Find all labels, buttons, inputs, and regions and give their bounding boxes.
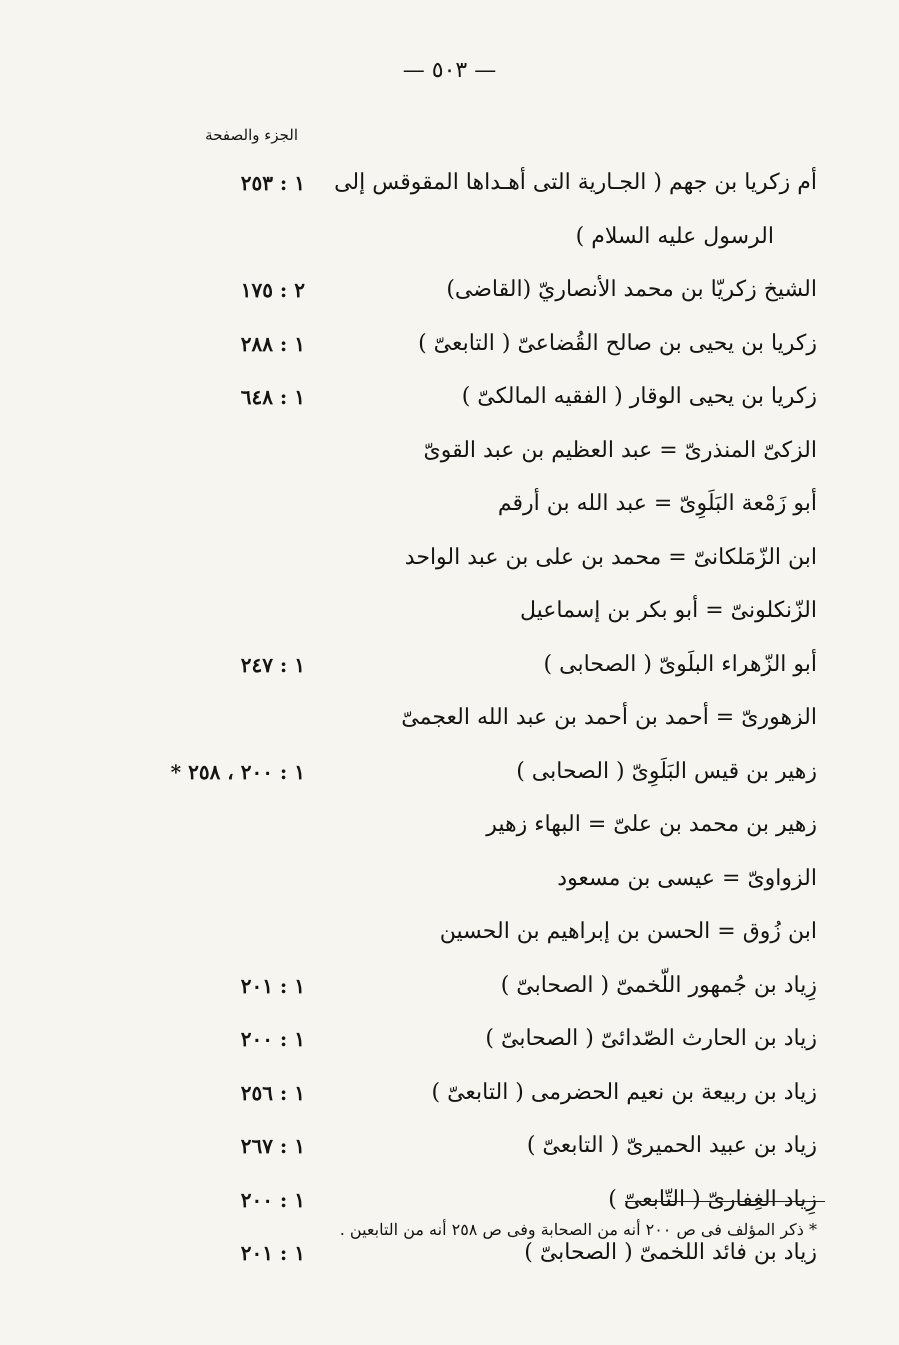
index-entry — [0, 431, 899, 485]
index-entry — [0, 270, 899, 324]
index-entry — [0, 484, 899, 538]
index-entry — [0, 324, 899, 378]
entry-name: الرسول عليه السلام ) — [575, 223, 774, 249]
entry-name: الزواوىّ = عيسى بن مسعود — [557, 865, 817, 891]
index-entry — [0, 538, 899, 592]
index-entry — [0, 591, 899, 645]
page-number: — ٥٠٣ — — [402, 58, 497, 83]
index-entry — [0, 163, 899, 217]
index-entry — [0, 912, 899, 966]
entry-name: الزهورىّ = أحمد بن أحمد بن عبد الله العجمىّ — [401, 705, 817, 730]
index-entry — [0, 377, 899, 431]
footnote: * ذكر المؤلف فى ص ٢٠٠ أنه من الصحابة وفى ص ٢٥٨ أنه من التابعين . — [339, 1220, 817, 1239]
index-entry — [0, 1019, 899, 1073]
footnote-divider — [625, 1201, 825, 1202]
entry-reference: ١ : ٢٦٧ — [240, 1134, 305, 1158]
entry-reference: ١ : ٢٤٧ — [240, 652, 305, 677]
index-entry — [0, 752, 899, 806]
index-entries — [0, 163, 899, 1287]
entry-name: زكريا بن يحيى الوقار ( الفقيه المالكىّ ) — [461, 384, 817, 409]
entry-reference: ١ : ٢٠١ — [240, 1241, 305, 1265]
entry-name: زياد بن الحارث الصّدائىّ ( الصحابىّ ) — [485, 1026, 817, 1051]
entry-name: الشيخ زكريّا بن محمد الأنصاريّ (القاضى) — [446, 277, 817, 302]
entry-name: أبو الزّهراء البلَوىّ ( الصحابى ) — [543, 651, 817, 677]
index-entry — [0, 645, 899, 699]
entry-name: الزّنكلونىّ = أبو بكر بن إسماعيل — [519, 598, 817, 623]
entry-name: ابن زُوق = الحسن بن إبراهيم بن الحسين — [439, 919, 817, 944]
entry-name: زِياد بن جُمهور اللّخمىّ ( الصحابىّ ) — [500, 972, 817, 998]
index-entry — [0, 1073, 899, 1127]
entry-reference: ١ : ٢٥٣ — [240, 171, 305, 195]
index-entry — [0, 859, 899, 913]
index-entry — [0, 805, 899, 859]
entry-reference: ١ : ٢٠٠ — [240, 1187, 305, 1212]
index-entry-continuation — [0, 217, 899, 271]
entry-reference: ١ : ٢٠١ — [240, 973, 305, 998]
entry-name: أبو زَمْعة البَلَوِىّ = عبد الله بن أرقم — [497, 491, 817, 516]
entry-reference: ١ : ٢٠٠ ، ٢٥٨ * — [170, 759, 305, 784]
entry-name: زهير بن قيس البَلَوِىّ ( الصحابى ) — [516, 758, 817, 784]
entry-reference: ١ : ٢٠٠ — [240, 1027, 305, 1051]
entry-name: أم زكريا بن جهم ( الجـارية التى أهـداها المقوقس إلى — [334, 170, 817, 195]
column-header: الجزء والصفحة — [205, 126, 298, 144]
entry-reference: ٢ : ١٧٥ — [240, 278, 305, 302]
entry-name: الزكىّ المنذرىّ = عبد العظيم بن عبد القوىّ — [423, 437, 817, 463]
index-entry — [0, 966, 899, 1020]
entry-name: ابن الزّمَلكانىّ = محمد بن على بن عبد الواحد — [404, 544, 817, 570]
index-entry — [0, 698, 899, 752]
entry-name: زياد بن ربيعة بن نعيم الحضرمى ( التابعىّ ) — [431, 1079, 817, 1105]
entry-reference: ١ : ٦٤٨ — [240, 385, 305, 409]
entry-name: زهير بن محمد بن علىّ = البهاء زهير — [486, 812, 817, 837]
entry-reference: ١ : ٢٥٦ — [240, 1080, 305, 1105]
entry-name: زِياد الغِفارىّ ( التّابعىّ ) — [608, 1186, 817, 1212]
index-entry — [0, 1126, 899, 1180]
entry-name: زياد بن فائد اللخمىّ ( الصحابىّ ) — [524, 1240, 817, 1265]
entry-name: زياد بن عبيد الحميرىّ ( التابعىّ ) — [526, 1133, 817, 1158]
entry-reference: ١ : ٢٨٨ — [240, 331, 305, 356]
entry-name: زكريا بن يحيى بن صالح القُضاعىّ ( التابعىّ ) — [418, 330, 817, 356]
